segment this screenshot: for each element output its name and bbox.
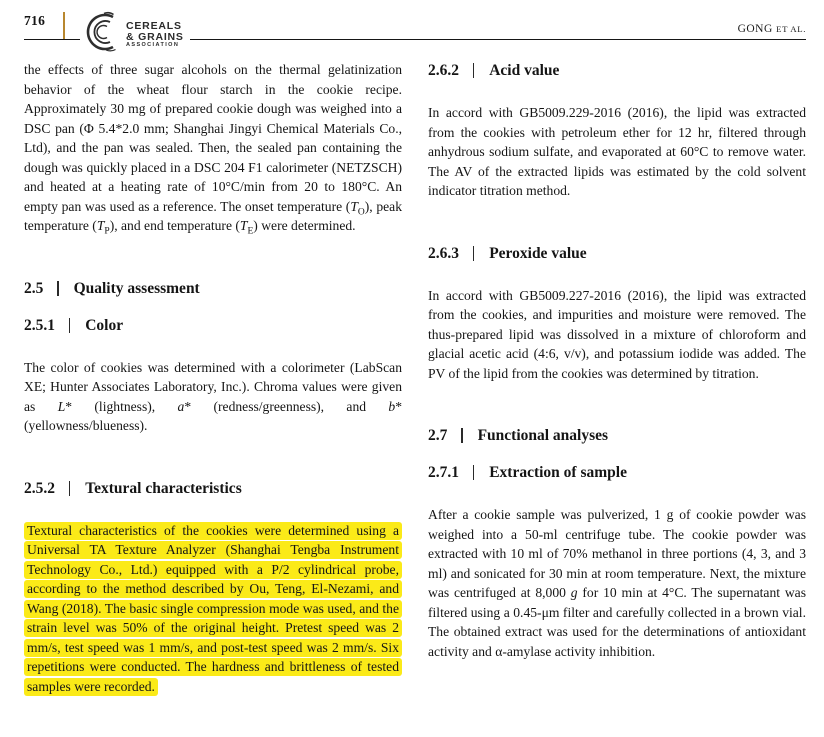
body-paragraph-acid-value: In accord with GB5009.229-2016 (2016), the lipid was extracted from the cookies with petroleum ether for 12 hr, filtered through anhydrous sodium sulfate, and evaporated at 60°C to remove water. The AV of the extracted lipids was estimated by the cold solvent indicator titration method. bbox=[428, 105, 806, 198]
section-divider bbox=[69, 481, 70, 496]
section-number: 2.5.2 bbox=[24, 479, 55, 497]
running-head-etal: ET AL. bbox=[776, 24, 806, 34]
section-title: Extraction of sample bbox=[489, 464, 627, 481]
section-title: Textural characteristics bbox=[85, 479, 242, 497]
left-column bbox=[24, 60, 402, 696]
highlight-annotation: Textural characteristics of the cookies were determined using a Universal TA Texture Analyzer (Shanghai Tengba Instrument Technology Co., Ltd.) equipped with a P/2 cylindrical probe, according to the method described by Ou, Teng, El-Nezami, and Wang (2018). The basic single compression mode was used, and the strain level was 50% of the original height. Pretest speed was 2 mm/s, test speed was 1 mm/s, and post-test speed was 2 mm/s. Six repetitions were conducted. The hardness and brittleness of tested samples were recorded. bbox=[24, 522, 402, 696]
logo-line-2: & GRAINS bbox=[126, 30, 184, 43]
section-heading-acid-value bbox=[428, 60, 806, 81]
body-paragraph-color: The color of cookies was determined with a colorimeter (LabScan XE; Hunter Associates Laboratory, Inc.). Chroma values were given as L* (lightness), a* (redness/greenness), and b* (yellowness/blueness). bbox=[24, 359, 403, 433]
body-paragraph-extraction: After a cookie sample was pulverized, 1 g of cookie powder was weighed into a 50-ml centrifuge tube. The cookie powder was extracted with 10 ml of 70% methanol in three portions (4, 3, and 3 ml) and sonicated for 30 min at room temperature. Next, the mixture was centrifuged at 8,000 g for 10 min at 4°C. The supernatant was filtered using a 0.45-μm filter and carefully collected in a brown vial. The obtained extract was used for the determinations of antioxidant activity and α-amylase activity inhibition. bbox=[428, 507, 806, 659]
body-paragraph-peroxide-value: In accord with GB5009.227-2016 (2016), the lipid was extracted from the cookies, and impurities and moisture were removed. The thus-prepared lipid was dissolved in a mixture of chloroform and glacial acetic acid (4:6, v/v), and potassium iodide was added. The PV of the lipid from the cookies was determined by titration. bbox=[428, 287, 806, 381]
section-number: 2.6.2 bbox=[428, 62, 459, 79]
section-number: 2.5.1 bbox=[24, 316, 55, 334]
section-heading-functional-analyses bbox=[428, 425, 806, 446]
section-number: 2.7.1 bbox=[428, 464, 459, 481]
page-header bbox=[24, 0, 806, 58]
section-title: Quality assessment bbox=[73, 279, 200, 297]
section-heading-quality-assessment bbox=[24, 278, 402, 299]
section-title: Acid value bbox=[489, 62, 560, 79]
section-divider bbox=[69, 318, 70, 333]
highlighted-paragraph-texture bbox=[24, 521, 402, 697]
section-number: 2.5 bbox=[24, 279, 44, 297]
section-divider bbox=[473, 63, 474, 78]
page-number: 716 bbox=[24, 13, 46, 28]
section-heading-textural-characteristics bbox=[24, 478, 402, 499]
section-number: 2.7 bbox=[428, 427, 448, 444]
section-title: Functional analyses bbox=[477, 427, 609, 444]
article-body bbox=[24, 60, 806, 696]
section-heading-color bbox=[24, 315, 402, 336]
section-heading-peroxide-value bbox=[428, 243, 806, 264]
logo-line-1: CEREALS bbox=[126, 19, 182, 32]
running-head bbox=[738, 23, 806, 35]
section-title: Peroxide value bbox=[489, 244, 587, 262]
accent-divider bbox=[63, 12, 65, 40]
journal-logo bbox=[80, 9, 190, 55]
running-head-author: GONG bbox=[737, 23, 773, 35]
logo-line-3: ASSOCIATION bbox=[126, 42, 180, 49]
section-divider bbox=[57, 281, 58, 296]
section-heading-extraction-of-sample bbox=[428, 462, 806, 483]
section-divider bbox=[461, 428, 462, 443]
cereals-grains-logo-icon bbox=[80, 9, 124, 55]
section-divider bbox=[473, 465, 474, 480]
section-number: 2.6.3 bbox=[428, 244, 459, 262]
body-paragraph-dsc: the effects of three sugar alcohols on the thermal gelatinization behavior of the wheat flour starch in the cookie recipe. Approximately 30 mg of prepared cookie dough was weighed into a DSC pan (Φ 5.4*2.0 mm; Shanghai Jingyi Chemical Materials Co., Ltd), and the pan was sealed. Then, the sealed pan containing the dough was quickly placed in a DSC 204 F1 calorimeter (NETZSCH) and heated at a heating rate of 10°C/min from 20 to 180°C. An empty pan was used as a reference. The onset temperature $(T_O)$, peak temperature $(T_P)$, and end temperature $(T_E)$ were determined. bbox=[24, 62, 402, 237]
journal-logo-text bbox=[126, 15, 184, 49]
right-column bbox=[428, 60, 806, 696]
section-title: Color bbox=[85, 316, 124, 334]
section-divider bbox=[473, 246, 474, 261]
